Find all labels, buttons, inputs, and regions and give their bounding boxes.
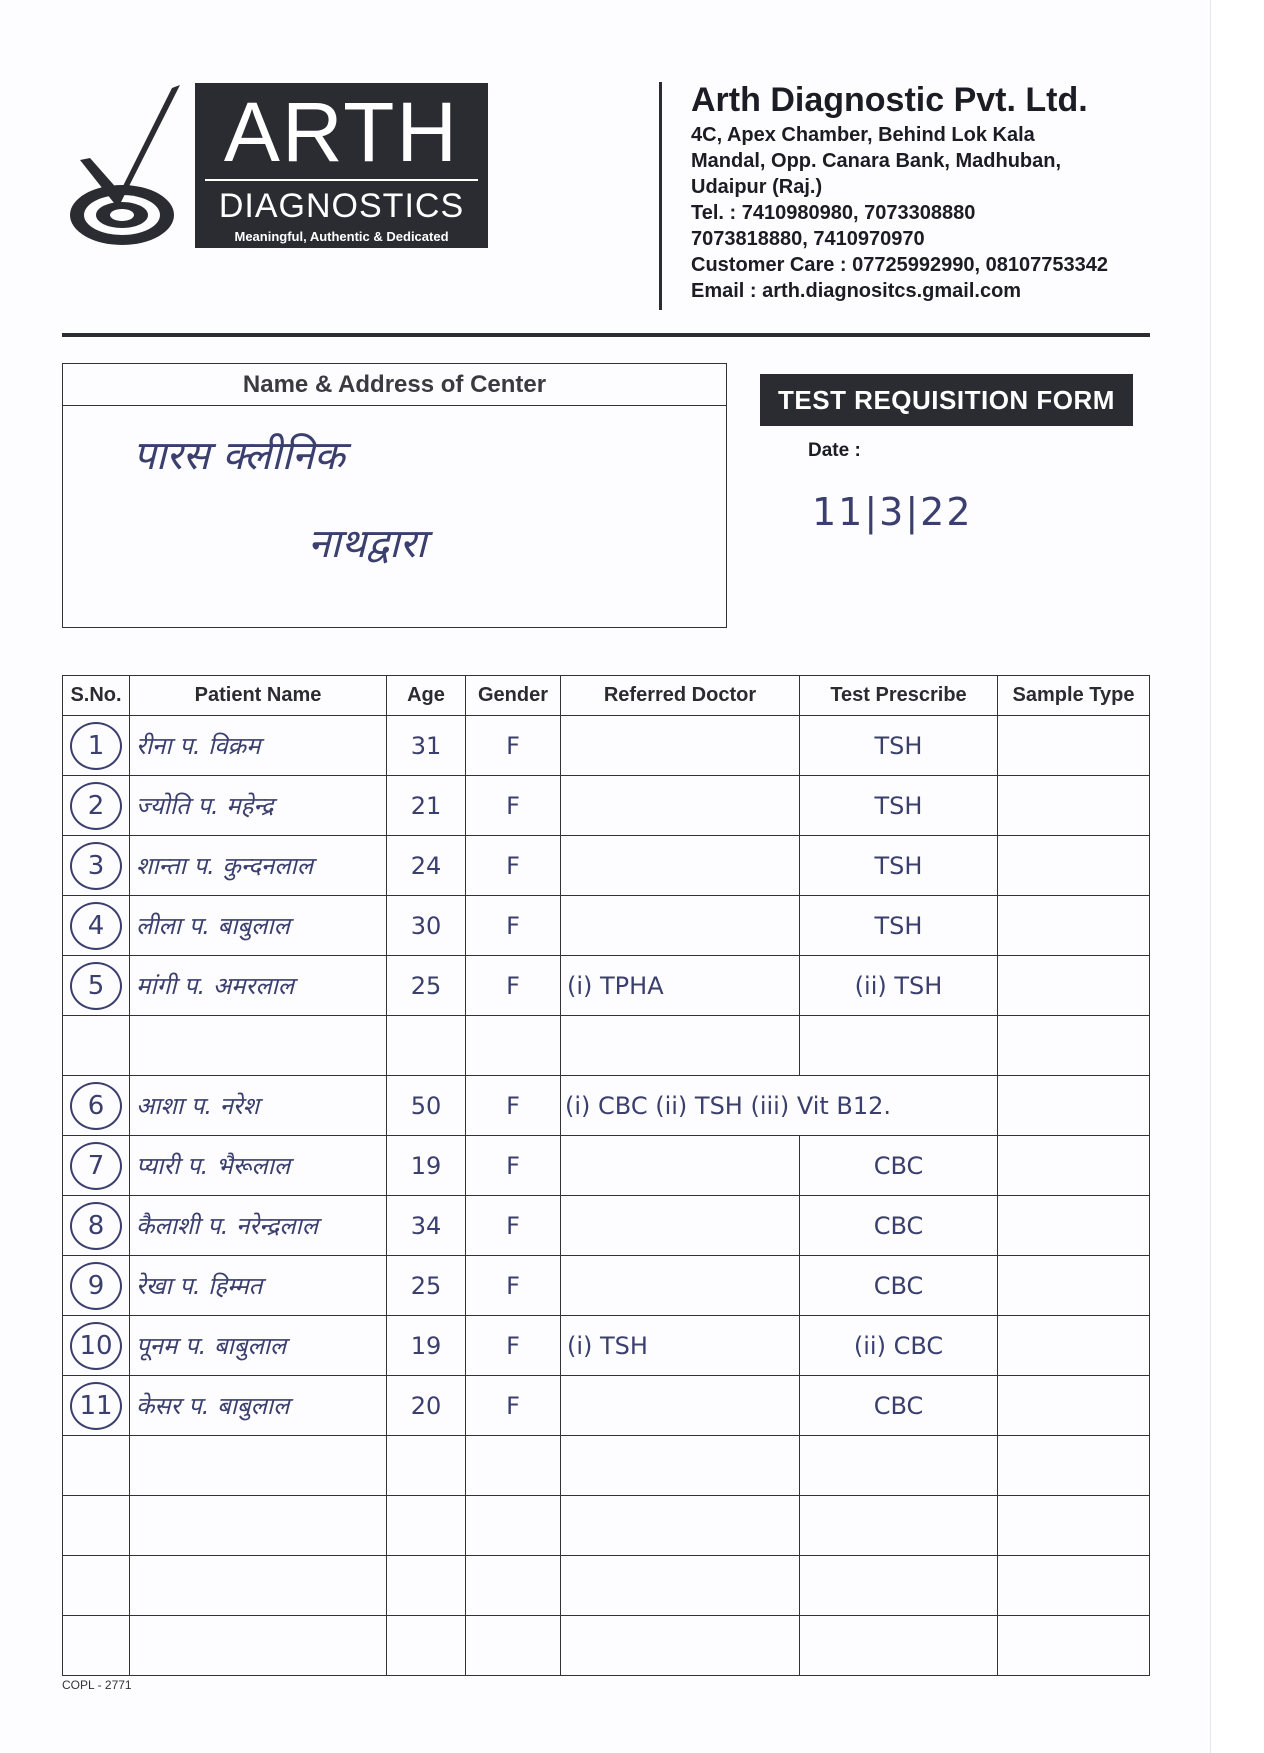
target-check-icon — [60, 80, 200, 255]
referred-doctor-cell[interactable] — [561, 1256, 800, 1316]
test-prescribe-cell[interactable]: TSH — [800, 896, 998, 956]
referred-doctor-cell[interactable] — [561, 1616, 800, 1676]
company-tel-1: Tel. : 7410980980, 7073308880 — [691, 202, 976, 224]
age-cell[interactable]: 34 — [387, 1196, 466, 1256]
age-cell[interactable]: 25 — [387, 1256, 466, 1316]
age-cell[interactable]: 21 — [387, 776, 466, 836]
patient-name-cell[interactable]: पूनम प. बाबुलाल — [130, 1316, 387, 1376]
gender-cell[interactable]: F — [466, 1376, 561, 1436]
gender-cell[interactable] — [466, 1496, 561, 1556]
sample-type-cell[interactable] — [998, 1616, 1150, 1676]
sno-cell — [63, 896, 130, 956]
patient-name-cell[interactable]: प्यारी प. भैरूलाल — [130, 1136, 387, 1196]
date-field[interactable]: 11|3|22 — [812, 490, 973, 534]
sample-type-cell[interactable] — [998, 836, 1150, 896]
gender-cell[interactable] — [466, 1436, 561, 1496]
sno-circle: 5 — [70, 962, 122, 1010]
col-header-sno: S.No. — [63, 676, 130, 716]
center-name[interactable]: पारस क्लीनिक — [133, 433, 345, 479]
sample-type-cell[interactable] — [998, 1376, 1150, 1436]
referred-doctor-cell[interactable] — [561, 1496, 800, 1556]
sno-circle: 2 — [70, 782, 122, 830]
sno-circle: 9 — [70, 1262, 122, 1310]
sno-cell — [63, 956, 130, 1016]
age-cell[interactable]: 19 — [387, 1136, 466, 1196]
gender-cell[interactable]: F — [466, 716, 561, 776]
age-cell[interactable]: 19 — [387, 1316, 466, 1376]
col-header-patient-name: Patient Name — [130, 676, 387, 716]
tests-spanning-cell[interactable]: (i) CBC (ii) TSH (iii) Vit B12. — [561, 1076, 998, 1136]
sample-type-cell[interactable] — [998, 776, 1150, 836]
test-prescribe-cell[interactable]: CBC — [800, 1136, 998, 1196]
sno-cell[interactable] — [63, 1496, 130, 1556]
sno-cell[interactable] — [63, 1436, 130, 1496]
test-prescribe-cell[interactable] — [800, 1616, 998, 1676]
sno-circle: 7 — [70, 1142, 122, 1190]
sno-circle: 6 — [70, 1082, 122, 1130]
logo-tagline: Meaningful, Authentic & Dedicated — [234, 229, 449, 244]
col-header-age: Age — [387, 676, 466, 716]
patient-name-cell[interactable]: आशा प. नरेश — [130, 1076, 387, 1136]
referred-doctor-cell[interactable] — [561, 776, 800, 836]
company-address-3: Udaipur (Raj.) — [691, 176, 823, 198]
col-header-sample-type: Sample Type — [998, 676, 1150, 716]
test-prescribe-cell[interactable] — [800, 1016, 998, 1076]
test-prescribe-cell[interactable] — [800, 1496, 998, 1556]
referred-doctor-cell[interactable] — [561, 1196, 800, 1256]
sample-type-cell[interactable] — [998, 956, 1150, 1016]
company-email: Email : arth.diagnositcs.gmail.com — [691, 280, 1022, 302]
gender-cell[interactable]: F — [466, 1316, 561, 1376]
patient-name-cell[interactable]: ज्योति प. महेन्द्र — [130, 776, 387, 836]
company-tel-2: 7073818880, 7410970970 — [691, 228, 925, 250]
age-cell[interactable]: 24 — [387, 836, 466, 896]
patient-name-cell[interactable]: रेखा प. हिम्मत — [130, 1256, 387, 1316]
patient-name-cell[interactable]: लीला प. बाबुलाल — [130, 896, 387, 956]
company-customer-care: Customer Care : 07725992990, 08107753342 — [691, 254, 1108, 276]
table-row — [63, 1076, 1150, 1136]
test-prescribe-cell[interactable]: CBC — [800, 1376, 998, 1436]
table-row — [63, 1136, 1150, 1196]
sample-type-cell[interactable] — [998, 896, 1150, 956]
age-cell[interactable]: 31 — [387, 716, 466, 776]
sample-type-cell[interactable] — [998, 1436, 1150, 1496]
company-address-1: 4C, Apex Chamber, Behind Lok Kala — [691, 124, 1035, 146]
gender-cell[interactable]: F — [466, 776, 561, 836]
table-row — [63, 896, 1150, 956]
patient-name-cell[interactable] — [130, 1556, 387, 1616]
sno-cell — [63, 1076, 130, 1136]
patient-name-cell[interactable] — [130, 1016, 387, 1076]
table-row — [63, 1556, 1150, 1616]
table-row — [63, 1316, 1150, 1376]
date-label: Date : — [808, 440, 861, 461]
sample-type-cell[interactable] — [998, 1016, 1150, 1076]
table-row — [63, 1436, 1150, 1496]
referred-doctor-cell[interactable] — [561, 836, 800, 896]
company-name: Arth Diagnostic Pvt. Ltd. — [691, 81, 1088, 119]
referred-doctor-cell[interactable]: (i) TSH — [561, 1316, 800, 1376]
sno-cell — [63, 1016, 130, 1076]
patient-name-cell[interactable] — [130, 1496, 387, 1556]
sample-type-cell[interactable] — [998, 1256, 1150, 1316]
sno-cell — [63, 1196, 130, 1256]
logo-wordmark: ARTH — [223, 85, 460, 179]
sample-type-cell[interactable] — [998, 716, 1150, 776]
test-prescribe-cell[interactable]: CBC — [800, 1256, 998, 1316]
test-prescribe-cell[interactable]: TSH — [800, 776, 998, 836]
center-box — [62, 363, 727, 628]
col-header-test-prescribe: Test Prescribe — [800, 676, 998, 716]
gender-cell[interactable]: F — [466, 1076, 561, 1136]
gender-cell[interactable]: F — [466, 956, 561, 1016]
table-row — [63, 1196, 1150, 1256]
age-cell[interactable] — [387, 1496, 466, 1556]
referred-doctor-cell[interactable] — [561, 1136, 800, 1196]
age-cell[interactable]: 50 — [387, 1076, 466, 1136]
form-title: TEST REQUISITION FORM — [760, 374, 1133, 426]
gender-cell[interactable]: F — [466, 1136, 561, 1196]
gender-cell[interactable]: F — [466, 836, 561, 896]
referred-doctor-cell[interactable] — [561, 1556, 800, 1616]
table-row — [63, 1256, 1150, 1316]
sno-circle: 4 — [70, 902, 122, 950]
center-title: Name & Address of Center — [63, 364, 726, 406]
referred-doctor-cell[interactable] — [561, 1016, 800, 1076]
sno-cell — [63, 716, 130, 776]
gender-cell[interactable]: F — [466, 896, 561, 956]
table-row — [63, 1496, 1150, 1556]
col-header-referred-doctor: Referred Doctor — [561, 676, 800, 716]
referred-doctor-cell[interactable] — [561, 1436, 800, 1496]
sno-cell[interactable] — [63, 1556, 130, 1616]
sno-cell — [63, 836, 130, 896]
logo-divider — [205, 179, 478, 181]
sno-circle: 3 — [70, 842, 122, 890]
test-prescribe-cell[interactable]: TSH — [800, 836, 998, 896]
gender-cell[interactable] — [466, 1556, 561, 1616]
age-cell[interactable]: 20 — [387, 1376, 466, 1436]
sno-cell — [63, 776, 130, 836]
age-cell[interactable] — [387, 1436, 466, 1496]
logo-subtitle: DIAGNOSTICS — [218, 187, 465, 225]
patient-name-cell[interactable]: कैलाशी प. नरेन्द्रलाल — [130, 1196, 387, 1256]
referred-doctor-cell[interactable] — [561, 896, 800, 956]
test-prescribe-cell[interactable]: (ii) TSH — [800, 956, 998, 1016]
gender-cell[interactable] — [466, 1016, 561, 1076]
test-prescribe-cell[interactable]: TSH — [800, 716, 998, 776]
brand-logo — [60, 80, 490, 255]
sample-type-cell[interactable] — [998, 1316, 1150, 1376]
table-header-row — [63, 676, 1150, 716]
center-address[interactable]: नाथद्वारा — [308, 521, 427, 567]
test-prescribe-cell[interactable] — [800, 1436, 998, 1496]
patient-name-cell[interactable]: केसर प. बाबुलाल — [130, 1376, 387, 1436]
sno-cell[interactable] — [63, 1616, 130, 1676]
age-cell[interactable]: 25 — [387, 956, 466, 1016]
sample-type-cell[interactable] — [998, 1496, 1150, 1556]
sno-cell — [63, 1256, 130, 1316]
scan-margin — [1210, 0, 1264, 1753]
sample-type-cell[interactable] — [998, 1196, 1150, 1256]
sample-type-cell[interactable] — [998, 1556, 1150, 1616]
age-cell[interactable] — [387, 1616, 466, 1676]
patient-name-cell[interactable]: मांगी प. अमरलाल — [130, 956, 387, 1016]
table-row — [63, 1016, 1150, 1076]
sno-circle: 8 — [70, 1202, 122, 1250]
sno-circle: 1 — [70, 722, 122, 770]
sno-circle: 10 — [70, 1322, 122, 1370]
test-prescribe-cell[interactable] — [800, 1556, 998, 1616]
header-rule — [62, 333, 1150, 337]
test-prescribe-cell[interactable]: (ii) CBC — [800, 1316, 998, 1376]
age-cell[interactable] — [387, 1016, 466, 1076]
company-info — [691, 78, 1191, 304]
sno-cell — [63, 1136, 130, 1196]
table-row — [63, 1616, 1150, 1676]
col-header-gender: Gender — [466, 676, 561, 716]
gender-cell[interactable]: F — [466, 1196, 561, 1256]
sno-circle: 11 — [70, 1382, 122, 1430]
sample-type-cell[interactable] — [998, 1136, 1150, 1196]
referred-doctor-cell[interactable] — [561, 716, 800, 776]
table-row — [63, 956, 1150, 1016]
patient-name-cell[interactable] — [130, 1436, 387, 1496]
requisition-table — [62, 675, 1150, 1676]
table-row — [63, 716, 1150, 776]
table-row — [63, 836, 1150, 896]
company-address-2: Mandal, Opp. Canara Bank, Madhuban, — [691, 150, 1062, 172]
logo-badge — [195, 83, 488, 248]
test-prescribe-cell[interactable]: CBC — [800, 1196, 998, 1256]
gender-cell[interactable]: F — [466, 1256, 561, 1316]
referred-doctor-cell[interactable] — [561, 1376, 800, 1436]
header-divider — [659, 82, 662, 310]
gender-cell[interactable] — [466, 1616, 561, 1676]
patient-name-cell[interactable] — [130, 1616, 387, 1676]
patient-name-cell[interactable]: रीना प. विक्रम — [130, 716, 387, 776]
form-code: COPL - 2771 — [62, 1678, 132, 1692]
sno-cell — [63, 1316, 130, 1376]
table-row — [63, 1376, 1150, 1436]
age-cell[interactable]: 30 — [387, 896, 466, 956]
sample-type-cell[interactable] — [998, 1076, 1150, 1136]
table-row — [63, 776, 1150, 836]
patient-name-cell[interactable]: शान्ता प. कुन्दनलाल — [130, 836, 387, 896]
referred-doctor-cell[interactable]: (i) TPHA — [561, 956, 800, 1016]
sno-cell — [63, 1376, 130, 1436]
age-cell[interactable] — [387, 1556, 466, 1616]
